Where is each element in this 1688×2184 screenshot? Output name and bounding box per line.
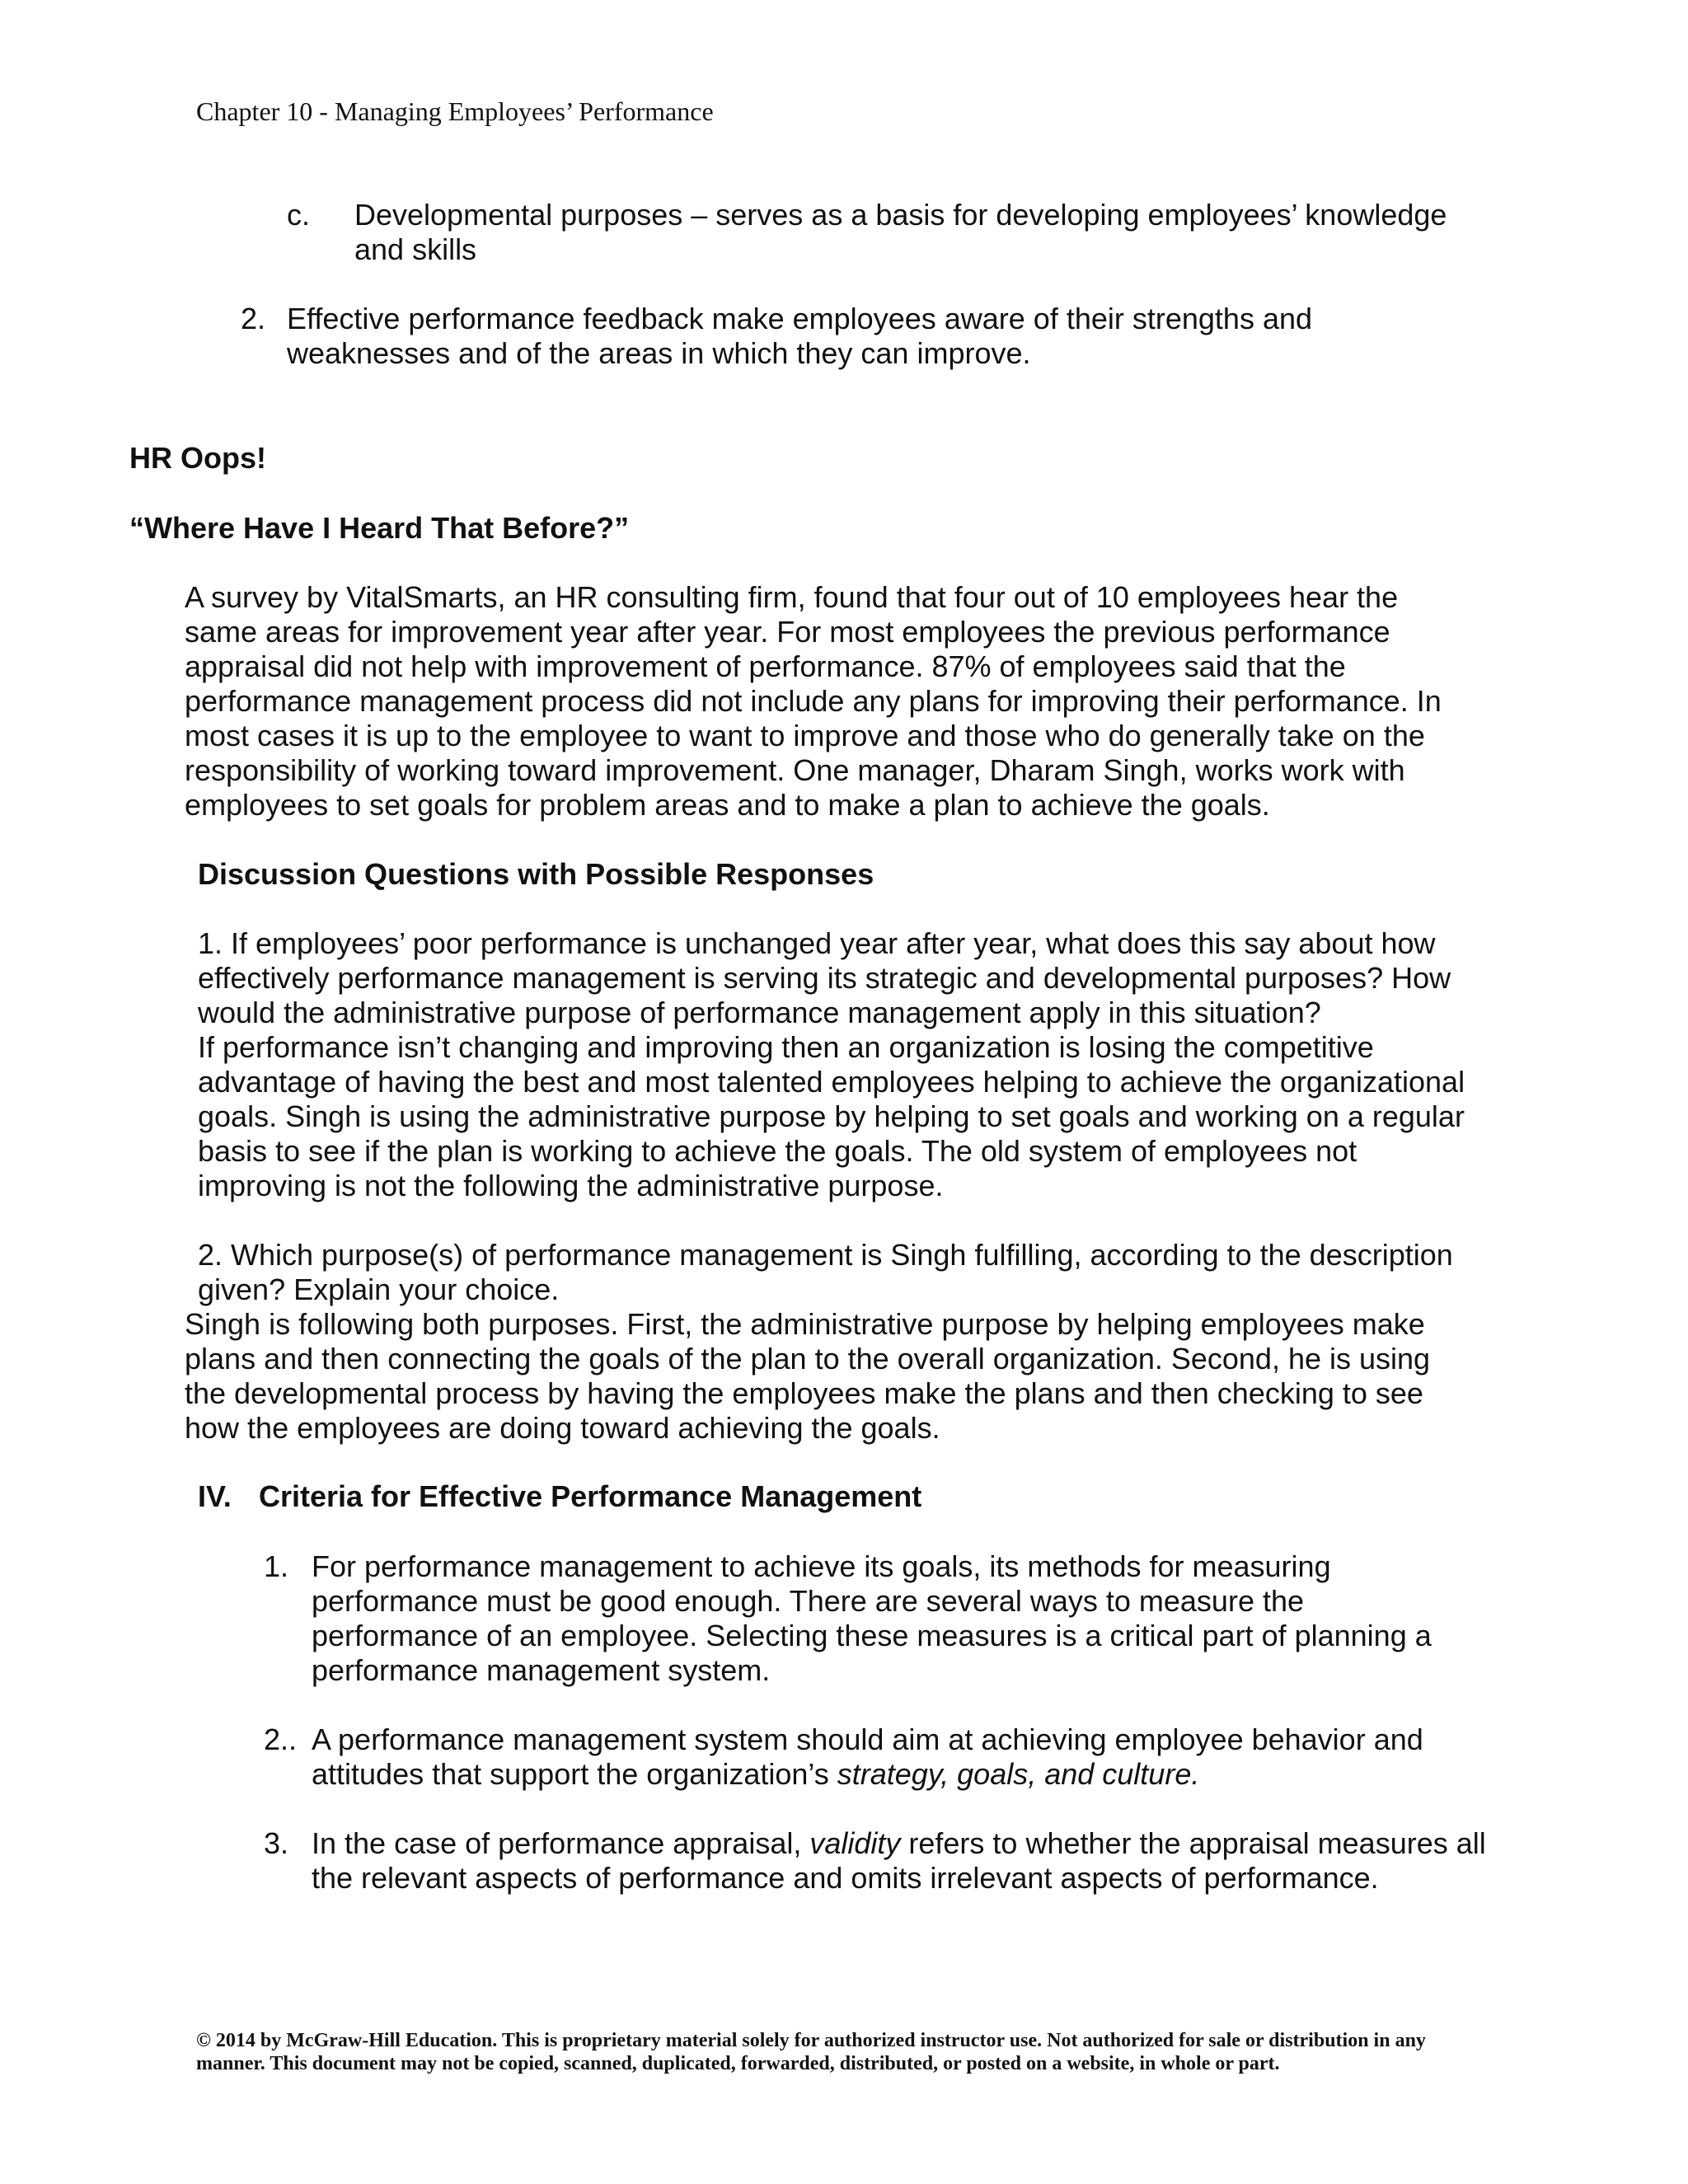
discussion-question-1: 1. If employees’ poor performance is unchanged year after year, what does this say about how effectively performance management is serving its strategic and developmental purposes? How would the administrative purpose of performance management apply in this situation?: [198, 926, 1451, 1029]
list-marker: 2.: [241, 302, 266, 335]
list-text-emphasis: strategy, goals, and culture.: [837, 1757, 1200, 1791]
discussion-heading: Discussion Questions with Possible Responses: [198, 857, 874, 891]
discussion-answer-2: Singh is following both purposes. First, the administrative purpose by helping employees make plans and then connecting the goals of the plan to the overall organization. Second, he is using the developmental process by having the employees make the plans and then checking to see how the employees are doing toward achieving the goals.: [185, 1307, 1431, 1445]
running-header: Chapter 10 - Managing Employees’ Performance: [196, 96, 714, 126]
list-marker: c.: [287, 198, 311, 232]
section-title: Criteria for Effective Performance Management: [259, 1479, 922, 1513]
hr-oops-title: “Where Have I Heard That Before?”: [129, 511, 630, 545]
list-text-plain: In the case of performance appraisal,: [312, 1826, 810, 1860]
list-text: For performance management to achieve its goals, its methods for measuring performance must be good enough. There are several ways to measure the performance of an employee. Selecting these measures is a critical part of planning a performance management system.: [312, 1549, 1432, 1687]
list-text-emphasis: validity: [809, 1826, 901, 1860]
list-text: [312, 1722, 1482, 1792]
list-text: Effective performance feedback make employees aware of their strengths and weaknesses and of the areas in which they can improve.: [287, 302, 1313, 370]
discussion-answer-1: If performance isn’t changing and improving then an organization is losing the competitive advantage of having the best and most talented employees helping to achieve the organizational goals. Singh is using the administrative purpose by helping to set goals and working on a regular basis to see if the plan is working to achieve the goals. The old system of employees not improving is not the following the administrative purpose.: [198, 1030, 1465, 1202]
list-text-plain: A performance management system should aim at achieving employee behavior and attitudes that support the organization’s: [312, 1722, 1423, 1791]
hr-oops-label: HR Oops!: [129, 441, 266, 475]
list-marker: 2..: [264, 1722, 298, 1756]
list-text-plain: refers to whether the appraisal measures all the relevant aspects of performance and omits irrelevant aspects of performance.: [312, 1826, 1486, 1895]
list-marker: 1.: [264, 1549, 289, 1583]
copyright-footer: © 2014 by McGraw-Hill Education. This is proprietary material solely for authorized instructor use. Not authorized for sale or distribution in any manner. This document may not be copied, scanned, duplicated, forwarded, distributed, or posted on a website, in whole or part.: [196, 2030, 1426, 2074]
list-text: Developmental purposes – serves as a basis for developing employees’ knowledge and skills: [354, 198, 1447, 266]
list-marker: 3.: [264, 1826, 289, 1860]
hr-oops-body: A survey by VitalSmarts, an HR consulting firm, found that four out of 10 employees hear the same areas for improvement year after year. For most employees the previous performance appraisal did not help with improvement of performance. 87% of employees said that the performance management process did not include any plans for improving their performance. In most cases it is up to the employee to want to improve and those who do generally take on the responsibility of working toward improvement. One manager, Dharam Singh, works work with employees to set goals for problem areas and to make a plan to achieve the goals.: [185, 580, 1442, 822]
discussion-question-2: 2. Which purpose(s) of performance management is Singh fulfilling, according to the description given? Explain your choice.: [198, 1238, 1453, 1306]
list-text: [312, 1826, 1515, 1896]
section-numeral: IV.: [198, 1479, 232, 1513]
